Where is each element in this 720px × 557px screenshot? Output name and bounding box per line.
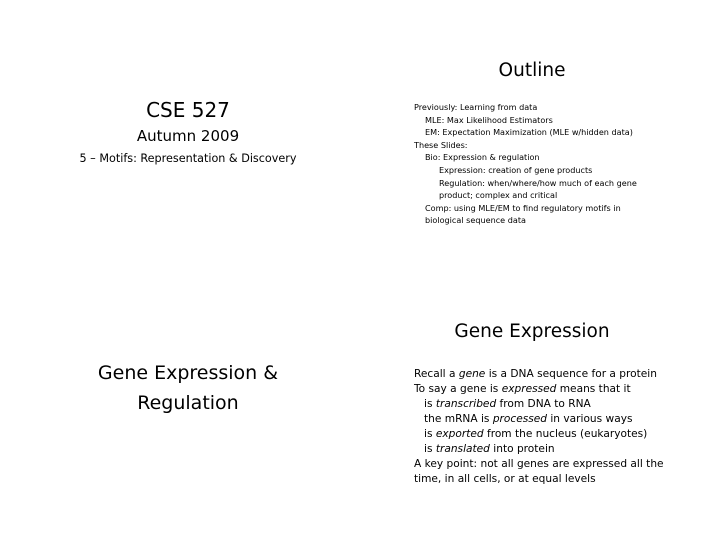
- outline-item: Expression: creation of gene products: [439, 164, 593, 175]
- text-emphasis: expressed: [501, 383, 557, 395]
- outline-item-text: Comp: using MLE/EM to find regulatory motifs in biological sequence data: [425, 202, 621, 226]
- outline-title: Outline: [498, 60, 566, 81]
- text-segment: means that it: [556, 383, 631, 395]
- gene-expression-body: [414, 367, 674, 487]
- text-segment: To say a gene is: [414, 383, 502, 395]
- text-emphasis: translated: [435, 443, 490, 455]
- slide1-description: 5 – Motifs: Representation & Discovery: [79, 152, 297, 165]
- slide1-subtitle: Autumn 2009: [136, 127, 240, 145]
- outline-list: [414, 101, 654, 227]
- outline-item: EM: Expectation Maximization (MLE w/hidden data): [425, 127, 633, 138]
- text-segment: is: [424, 443, 436, 455]
- text-segment: Recall a: [414, 368, 459, 380]
- text-emphasis: gene: [458, 368, 486, 380]
- slide1-title: CSE 527: [146, 98, 230, 122]
- text-segment: from the nucleus (eukaryotes): [483, 428, 648, 440]
- text-segment: is a DNA sequence for a protein: [485, 368, 657, 380]
- text-emphasis: exported: [435, 428, 484, 440]
- text-emphasis: transcribed: [435, 398, 497, 410]
- slide3-title: Gene Expression & Regulation: [97, 362, 279, 414]
- outline-item: Regulation: when/where/how much of each gene product; complex and critical: [439, 177, 637, 201]
- text-segment: is: [424, 428, 436, 440]
- body-line: A key point: not all genes are expressed all the time, in all cells, or at equal levels: [414, 458, 664, 485]
- outline-item: MLE: Max Likelihood Estimators: [425, 114, 553, 125]
- text-segment: in various ways: [547, 413, 633, 425]
- text-segment: the mRNA is: [424, 413, 493, 425]
- text-segment: from DNA to RNA: [496, 398, 591, 410]
- gene-expression-title: Gene Expression: [454, 321, 610, 342]
- text-emphasis: processed: [492, 413, 547, 425]
- body-line: [414, 397, 674, 412]
- body-line: [414, 427, 674, 442]
- outline-item: Previously: Learning from data: [414, 102, 538, 112]
- outline-item: Bio: Expression & regulation: [425, 152, 540, 163]
- body-line: [414, 382, 674, 397]
- body-line: [414, 442, 674, 457]
- outline-item: [414, 202, 630, 227]
- body-line: [414, 412, 674, 427]
- outline-item: These Slides:: [414, 139, 468, 150]
- text-segment: into protein: [489, 443, 555, 455]
- body-line: [414, 367, 674, 382]
- text-segment: is: [424, 398, 436, 410]
